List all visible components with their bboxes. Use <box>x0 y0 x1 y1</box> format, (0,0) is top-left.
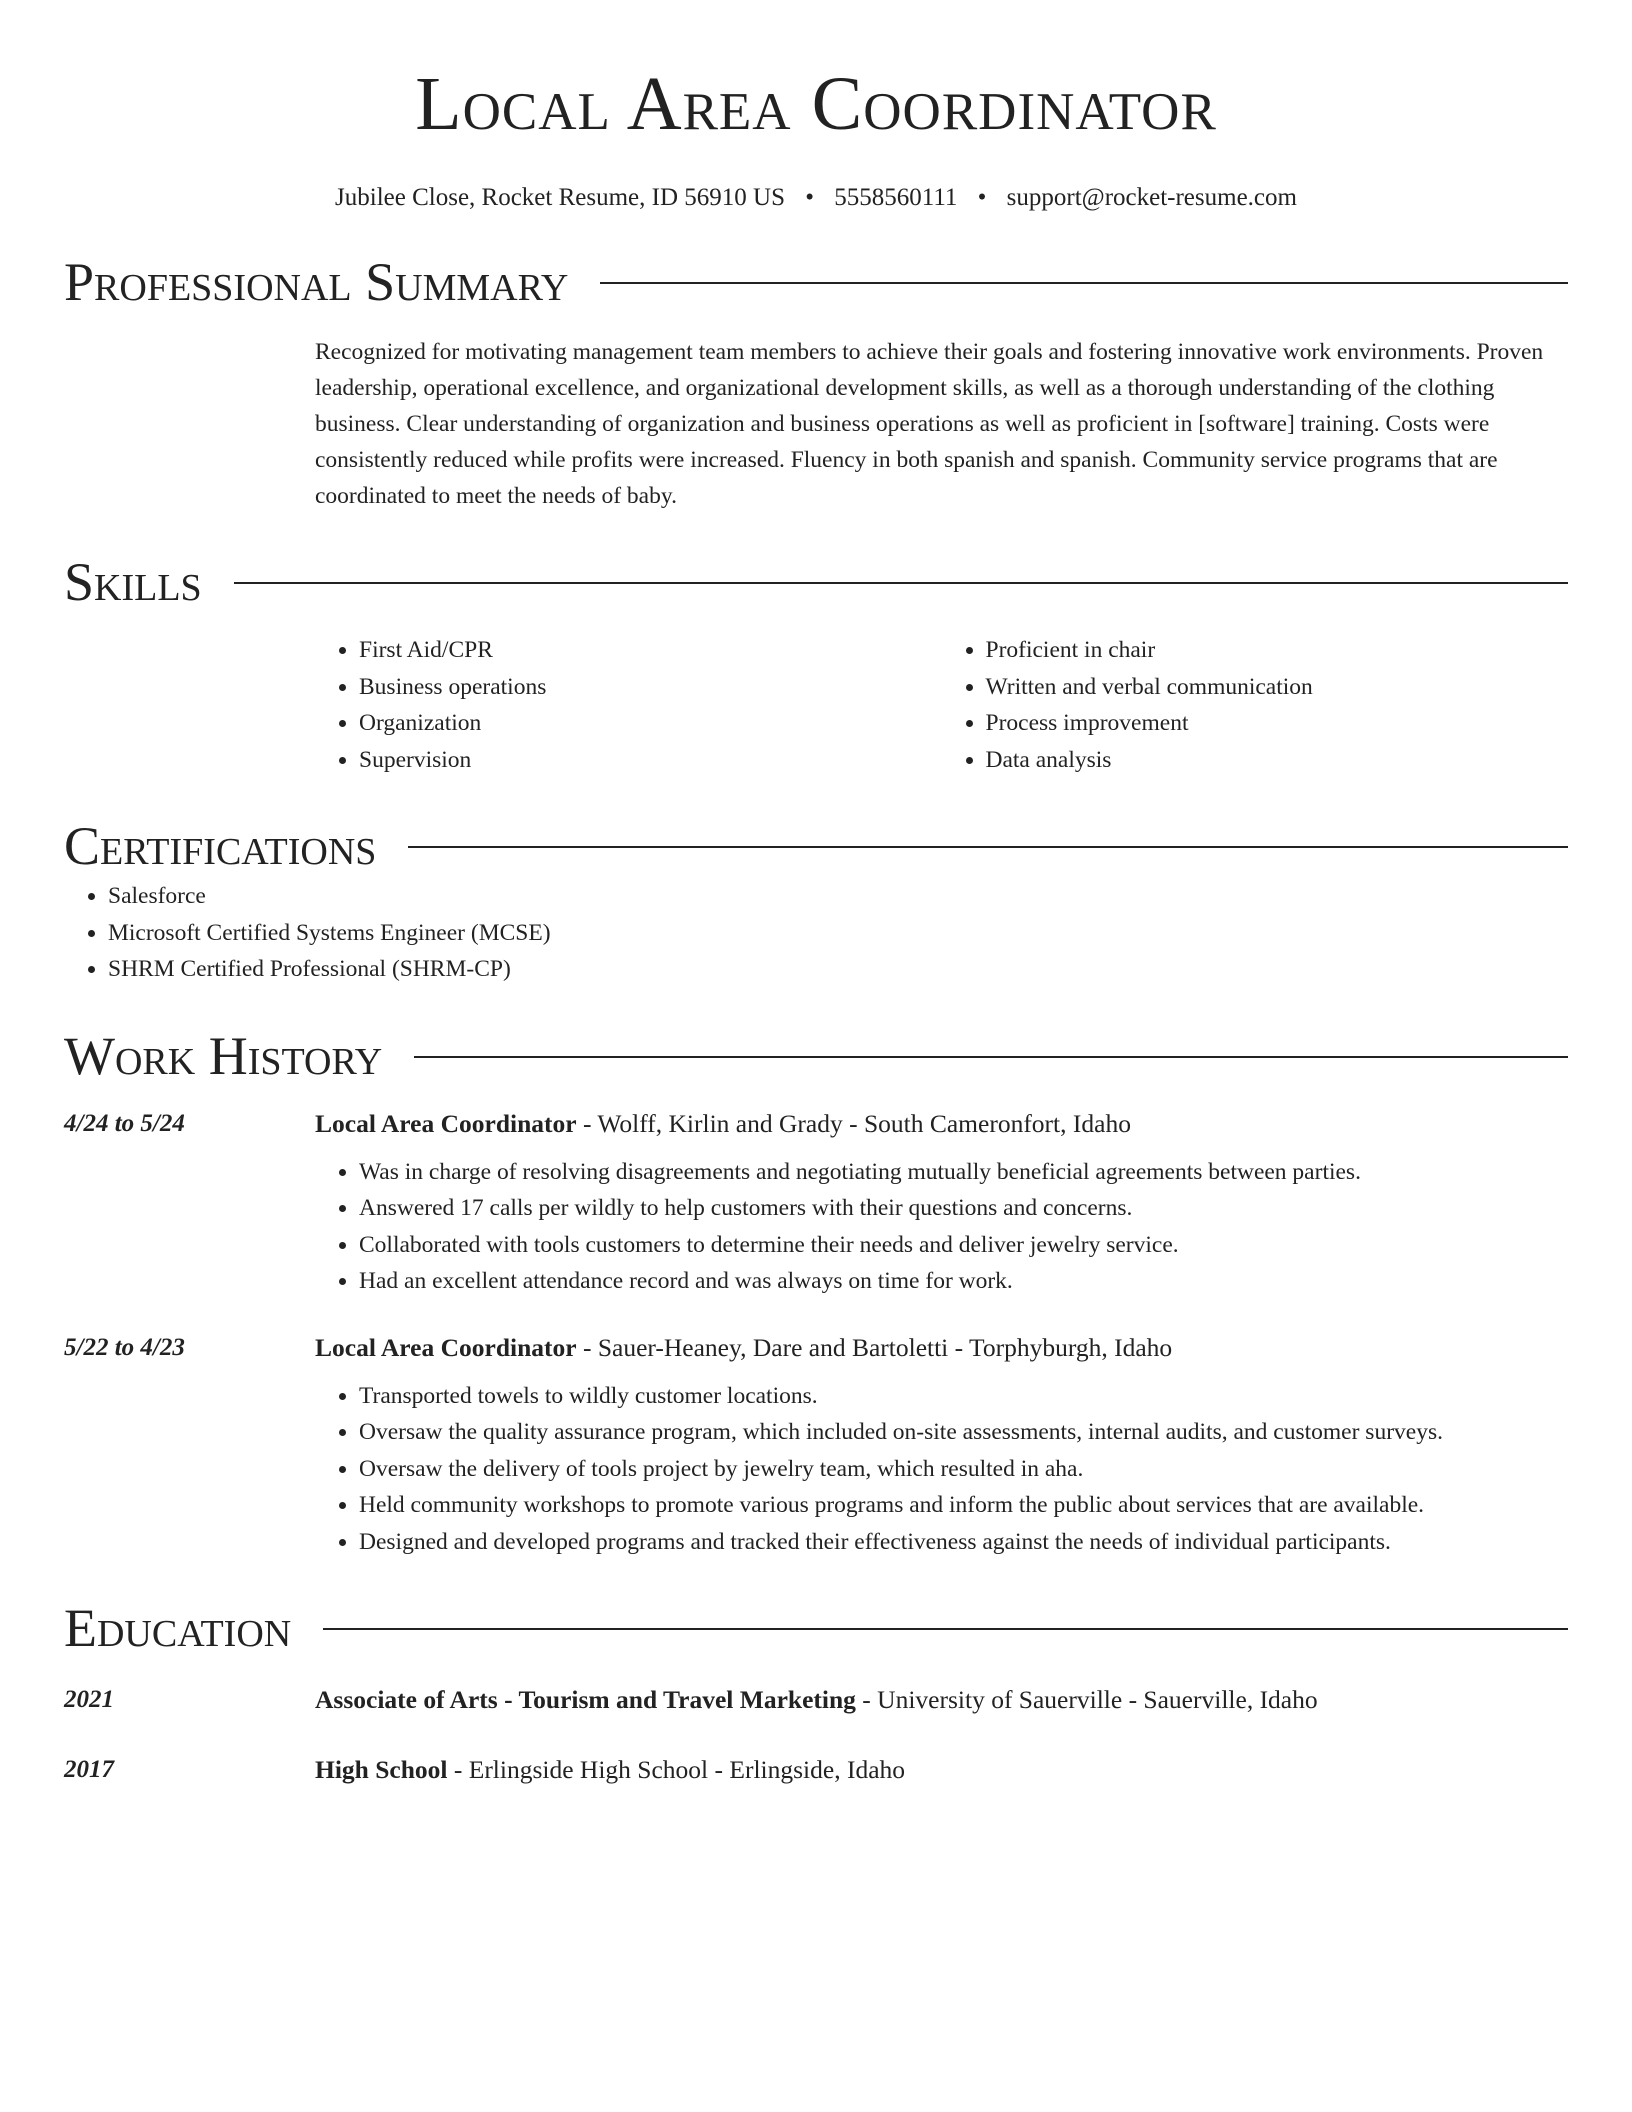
education-entry <box>64 1754 1568 1786</box>
job-bullet: • Oversaw the quality assurance program, which included on-site assessments, internal audits, and customer surveys. <box>359 1414 1568 1451</box>
section-header <box>64 814 1568 878</box>
summary-text: Recognized for motivating management team members to achieve their goals and fostering innovative work environments. Proven leadership, operational excellence, and organizational development skills, as well as a thorough understanding of the clothing business. Clear understanding of organization and business operations as well as proficient in [software] training. Costs were consistently reduced while profits were increased. Fluency in both spanish and spanish. Community service programs that are coordinated to meet the needs of baby. <box>315 339 1544 509</box>
education-section <box>64 1596 1568 1786</box>
education-year: 2021 <box>64 1686 114 1713</box>
skills-list-right <box>942 632 1569 778</box>
section-title: Education <box>64 1598 292 1658</box>
section-divider <box>323 1628 1568 1630</box>
section-title: Skills <box>64 552 202 612</box>
skill-item: • Organization <box>359 705 942 742</box>
job-bullet: • Designed and developed programs and tracked their effectiveness against the needs of individual participants. <box>359 1524 1568 1561</box>
section-divider <box>414 1056 1568 1058</box>
skill-item: • Proficient in chair <box>986 632 1569 669</box>
job-bullets <box>315 1154 1568 1300</box>
education-school: - Erlingside High School - Erlingside, Idaho <box>447 1755 906 1784</box>
contact-address: Jubilee Close, Rocket Resume, ID 56910 US <box>335 184 785 211</box>
job-bullets <box>315 1378 1568 1561</box>
section-header <box>64 250 1568 314</box>
job-entry <box>64 1332 1568 1561</box>
job-bullet: • Answered 17 calls per wildly to help customers with their questions and concerns. <box>359 1190 1568 1227</box>
certifications-section <box>64 814 1568 988</box>
section-title: Work History <box>64 1025 383 1086</box>
certifications-list <box>64 878 1568 988</box>
candidate-name: Local Area Coordinator <box>415 62 1217 146</box>
education-degree: High School <box>315 1755 448 1784</box>
certification-item: • SHRM Certified Professional (SHRM-CP) <box>108 951 1568 988</box>
job-bullet: • Was in charge of resolving disagreements and negotiating mutually beneficial agreements between parties. <box>359 1154 1568 1191</box>
skill-item: • Business operations <box>359 669 942 706</box>
contact-separator: • <box>977 184 987 211</box>
contact-phone: 5558560111 <box>834 184 958 211</box>
job-bullet: • Had an excellent attendance record and was always on time for work. <box>359 1263 1568 1300</box>
job-role: Local Area Coordinator <box>315 1108 577 1138</box>
contact-separator: • <box>805 184 814 211</box>
education-degree: Associate of Arts - Tourism and Travel Marketing <box>315 1685 856 1714</box>
skill-item: • Supervision <box>359 742 942 779</box>
education-school: - University of Sauerville - Sauerville, Idaho <box>855 1685 1318 1714</box>
job-title-line <box>315 1332 1568 1364</box>
section-header <box>64 550 1568 614</box>
job-bullet: • Transported towels to wildly customer locations. <box>359 1378 1568 1415</box>
certification-item: • Salesforce <box>108 878 1568 915</box>
job-entry <box>64 1108 1568 1300</box>
section-title: Certifications <box>64 816 377 876</box>
work-history-section <box>64 1024 1568 1561</box>
education-line <box>315 1684 1318 1716</box>
job-role: Local Area Coordinator <box>315 1332 577 1362</box>
job-body <box>315 1332 1568 1561</box>
certification-item: • Microsoft Certified Systems Engineer (MCSE) <box>108 915 1568 952</box>
skill-item: • Written and verbal communication <box>986 669 1569 706</box>
job-bullet: • Collaborated with tools customers to determine their needs and deliver jewelry service. <box>359 1227 1568 1264</box>
summary-section <box>64 250 1568 514</box>
education-line <box>315 1754 905 1786</box>
skills-grid <box>315 632 1568 778</box>
section-header <box>64 1596 1568 1660</box>
job-bullet: • Held community workshops to promote various programs and inform the public about services that are available. <box>359 1487 1568 1524</box>
section-title: Professional Summary <box>64 252 569 312</box>
job-employer: - Sauer-Heaney, Dare and Bartoletti - Torphyburgh, Idaho <box>576 1332 1173 1362</box>
skills-section <box>64 550 1568 778</box>
education-entry <box>64 1684 1568 1716</box>
job-dates: 4/24 to 5/24 <box>64 1109 185 1137</box>
education-year: 2017 <box>64 1756 114 1783</box>
contact-email[interactable]: support@rocket-resume.com <box>1006 184 1297 211</box>
skill-item: • Process improvement <box>986 705 1569 742</box>
section-header <box>64 1024 1568 1088</box>
skills-list-left <box>315 632 942 778</box>
job-bullet: • Oversaw the delivery of tools project by jewelry team, which resulted in aha. <box>359 1451 1568 1488</box>
contact-line <box>64 182 1568 214</box>
section-divider <box>600 282 1568 284</box>
section-divider <box>408 846 1568 848</box>
job-title-line <box>315 1108 1568 1140</box>
job-dates: 5/22 to 4/23 <box>64 1333 185 1361</box>
job-body <box>315 1108 1568 1300</box>
section-divider <box>234 582 1568 584</box>
job-employer: - Wolff, Kirlin and Grady - South Cameronfort, Idaho <box>576 1108 1131 1138</box>
skill-item: • Data analysis <box>986 742 1569 779</box>
skill-item: • First Aid/CPR <box>359 632 942 669</box>
